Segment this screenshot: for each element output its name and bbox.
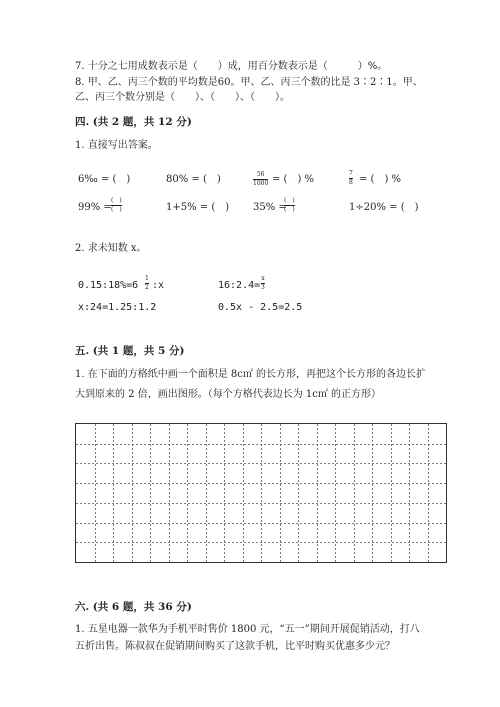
fraction-numerator: x [261, 275, 265, 282]
fraction-denominator: 1000 [253, 180, 269, 187]
fraction-numerator: ( ) [111, 197, 122, 204]
answer-7-8-rest: = ( ) % [359, 174, 402, 185]
equation-4: 0.5x - 2.5=2.5 [218, 302, 303, 313]
question-7: 7. 十分之七用成数表示是（ ）成，用百分数表示是（ ）%。 [75, 61, 388, 72]
answer-99-percent-left: 99% = [78, 202, 112, 213]
fraction-numerator: 7 [349, 170, 353, 177]
answer-1-div-20-percent: 1÷20% = ( ) [349, 202, 419, 213]
answer-56-1000-rest: = ( ) % [272, 174, 315, 185]
fraction-denominator: ( ) [111, 206, 122, 213]
section-5-heading: 五. (共 1 题，共 5 分) [75, 345, 185, 357]
answer-80-percent: 80% = ( ) [166, 174, 221, 185]
fraction-7-8 [349, 170, 353, 186]
equation-3: x:24=1.25:1.2 [78, 302, 157, 313]
section-4-q2-title: 2. 求未知数 x。 [75, 243, 147, 254]
question-8-line1: 8. 甲、乙、丙三个数的平均数是60。甲、乙、丙三个数的比是 3∶2∶1。甲、 [75, 77, 423, 88]
section-4-heading: 四. (共 2 题，共 12 分) [75, 116, 192, 128]
section-6-q1-line2: 五折出售。陈叔叔在促销期间购买了这款手机，比平时购买优惠多少元？ [75, 641, 395, 652]
grid-paper[interactable] [75, 423, 447, 563]
section-5-q1-line1: 1. 在下面的方格纸中画一个面积是 8c㎡ 的长方形，再把这个长方形的各边长扩 [75, 369, 427, 380]
section-6-heading: 六. (共 6 题，共 36 分) [75, 601, 192, 613]
question-8-line2: 乙、丙三个数分别是（ ）、（ ）、（ ）。 [75, 92, 290, 103]
fraction-denominator: 3 [261, 284, 265, 291]
grid-lines [76, 424, 446, 562]
fraction-56-1000 [253, 171, 268, 187]
answer-35-percent-left: 35% = [253, 202, 287, 213]
fraction-denominator: ( ) [284, 206, 295, 213]
fraction-blank-99 [111, 197, 122, 213]
fraction-x-3 [261, 275, 265, 291]
equation-1-right: :x [152, 280, 165, 291]
section-4-q1-title: 1. 直接写出答案。 [75, 140, 158, 151]
fraction-blank-35 [284, 197, 295, 213]
fraction-numerator: 56 [256, 171, 265, 178]
fraction-denominator: 8 [349, 179, 353, 186]
fraction-numerator: 1 [145, 275, 149, 282]
equation-2-left: 16:2.4= [218, 280, 261, 291]
answer-1-plus-5-percent: 1+5% = ( ) [166, 202, 230, 213]
answer-6-permille: 6‰ = ( ) [78, 174, 131, 185]
fraction-numerator: ( ) [284, 197, 295, 204]
section-5-q1-line2: 大到原来的 2 倍，画出图形。（每个方格代表边长为 1c㎡ 的正方形） [75, 389, 382, 400]
fraction-one-half [145, 275, 149, 291]
equation-1-left: 0.15:18%=6 [78, 280, 139, 291]
section-6-q1-line1: 1. 五星电器一款华为手机平时售价 1800 元，“五一”期间开展促销活动，打八 [75, 624, 420, 635]
fraction-denominator: 2 [145, 284, 149, 291]
